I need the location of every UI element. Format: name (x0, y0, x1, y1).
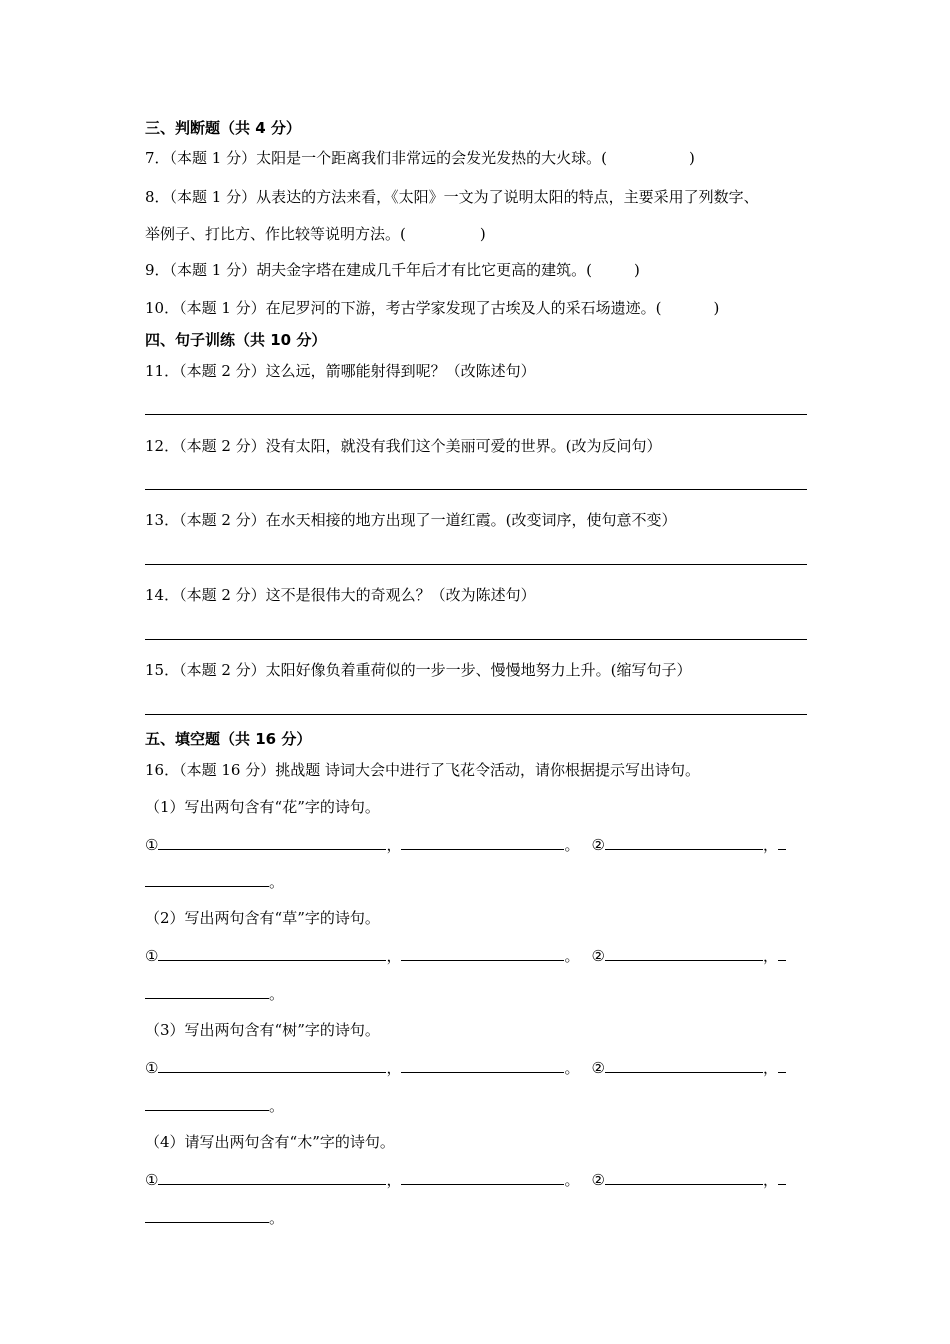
answer-line-14[interactable] (145, 639, 807, 640)
question-7-text: 7．（本题 1 分）太阳是一个距离我们非常远的会发光发热的大火球。( (145, 149, 607, 167)
circle-one: ① (145, 836, 159, 854)
question-7 (145, 148, 695, 168)
blank-3c[interactable] (605, 1058, 763, 1073)
circle-two: ② (591, 1059, 605, 1077)
part-4-blanks (145, 1170, 786, 1190)
part-1-prompt: （1）写出两句含有“花”字的诗句。 (145, 798, 380, 816)
question-8-line2 (145, 224, 486, 244)
period: 。 (269, 873, 285, 891)
close-paren: ) (479, 225, 486, 243)
period: 。 (269, 1097, 285, 1115)
part-3-blank-continued (145, 1096, 284, 1116)
period: 。 (564, 947, 580, 965)
part-1-blank-continued (145, 872, 284, 892)
blank-3a[interactable] (158, 1058, 386, 1073)
comma: ， (762, 1171, 778, 1189)
period: 。 (564, 1059, 580, 1077)
answer-line-11[interactable] (145, 414, 807, 415)
blank-1d-start[interactable] (778, 835, 786, 850)
answer-line-15[interactable] (145, 714, 807, 715)
part-2-blanks (145, 946, 786, 966)
circle-two: ② (591, 1171, 605, 1189)
part-2-prompt: （2）写出两句含有“草”字的诗句。 (145, 909, 380, 927)
blank-3d-start[interactable] (778, 1058, 786, 1073)
section-4-heading: 四、句子训练（共 10 分） (145, 331, 327, 349)
question-8-text: 举例子、打比方、作比较等说明方法。( (145, 225, 406, 243)
answer-line-12[interactable] (145, 489, 807, 490)
question-11: 11．（本题 2 分）这么远，箭哪能射得到呢？（改陈述句） (145, 362, 536, 380)
part-4-blank-continued (145, 1208, 284, 1228)
period: 。 (564, 836, 580, 854)
comma: ， (762, 947, 778, 965)
period: 。 (269, 985, 285, 1003)
comma: ， (386, 1059, 402, 1077)
close-paren: ) (688, 149, 695, 167)
blank-1d[interactable] (145, 872, 269, 887)
blank-4a[interactable] (158, 1170, 386, 1185)
question-12: 12．（本题 2 分）没有太阳，就没有我们这个美丽可爱的世界。(改为反问句） (145, 437, 662, 455)
section-3-heading: 三、判断题（共 4 分） (145, 119, 301, 137)
blank-4d-start[interactable] (778, 1170, 786, 1185)
part-1-blanks (145, 835, 786, 855)
blank-4c[interactable] (605, 1170, 763, 1185)
part-2-blank-continued (145, 984, 284, 1004)
blank-1a[interactable] (158, 835, 386, 850)
comma: ， (386, 1171, 402, 1189)
blank-2d[interactable] (145, 984, 269, 999)
question-14: 14．（本题 2 分）这不是很伟大的奇观么？（改为陈述句） (145, 586, 536, 604)
question-10-text: 10．（本题 1 分）在尼罗河的下游，考古学家发现了古埃及人的采石场遗迹。( (145, 299, 662, 317)
comma: ， (386, 947, 402, 965)
part-4-prompt: （4）请写出两句含有“木”字的诗句。 (145, 1133, 395, 1151)
section-5-heading: 五、填空题（共 16 分） (145, 730, 312, 748)
circle-two: ② (591, 836, 605, 854)
blank-4b[interactable] (401, 1170, 564, 1185)
blank-1b[interactable] (401, 835, 564, 850)
question-15: 15．（本题 2 分）太阳好像负着重荷似的一步一步、慢慢地努力上升。(缩写句子） (145, 661, 692, 679)
blank-2d-start[interactable] (778, 946, 786, 961)
period: 。 (269, 1209, 285, 1227)
period: 。 (564, 1171, 580, 1189)
circle-two: ② (591, 947, 605, 965)
blank-2b[interactable] (401, 946, 564, 961)
close-paren: ) (633, 261, 640, 279)
blank-4d[interactable] (145, 1208, 269, 1223)
comma: ， (762, 1059, 778, 1077)
circle-one: ① (145, 1171, 159, 1189)
question-9-text: 9．（本题 1 分）胡夫金字塔在建成几千年后才有比它更高的建筑。( (145, 261, 592, 279)
comma: ， (762, 836, 778, 854)
blank-2c[interactable] (605, 946, 763, 961)
circle-one: ① (145, 947, 159, 965)
part-3-prompt: （3）写出两句含有“树”字的诗句。 (145, 1021, 380, 1039)
blank-1c[interactable] (605, 835, 763, 850)
blank-3d[interactable] (145, 1096, 269, 1111)
blank-2a[interactable] (158, 946, 386, 961)
question-13: 13．（本题 2 分）在水天相接的地方出现了一道红霞。(改变词序，使句意不变） (145, 511, 677, 529)
circle-one: ① (145, 1059, 159, 1077)
question-9 (145, 260, 640, 280)
answer-line-13[interactable] (145, 564, 807, 565)
blank-3b[interactable] (401, 1058, 564, 1073)
question-16: 16．（本题 16 分）挑战题 诗词大会中进行了飞花令活动，请你根据提示写出诗句。 (145, 761, 700, 779)
comma: ， (386, 836, 402, 854)
question-10 (145, 298, 719, 318)
part-3-blanks (145, 1058, 786, 1078)
close-paren: ) (713, 299, 720, 317)
question-8-line1: 8．（本题 1 分）从表达的方法来看，《太阳》一文为了说明太阳的特点，主要采用了列数字、 (145, 188, 759, 206)
